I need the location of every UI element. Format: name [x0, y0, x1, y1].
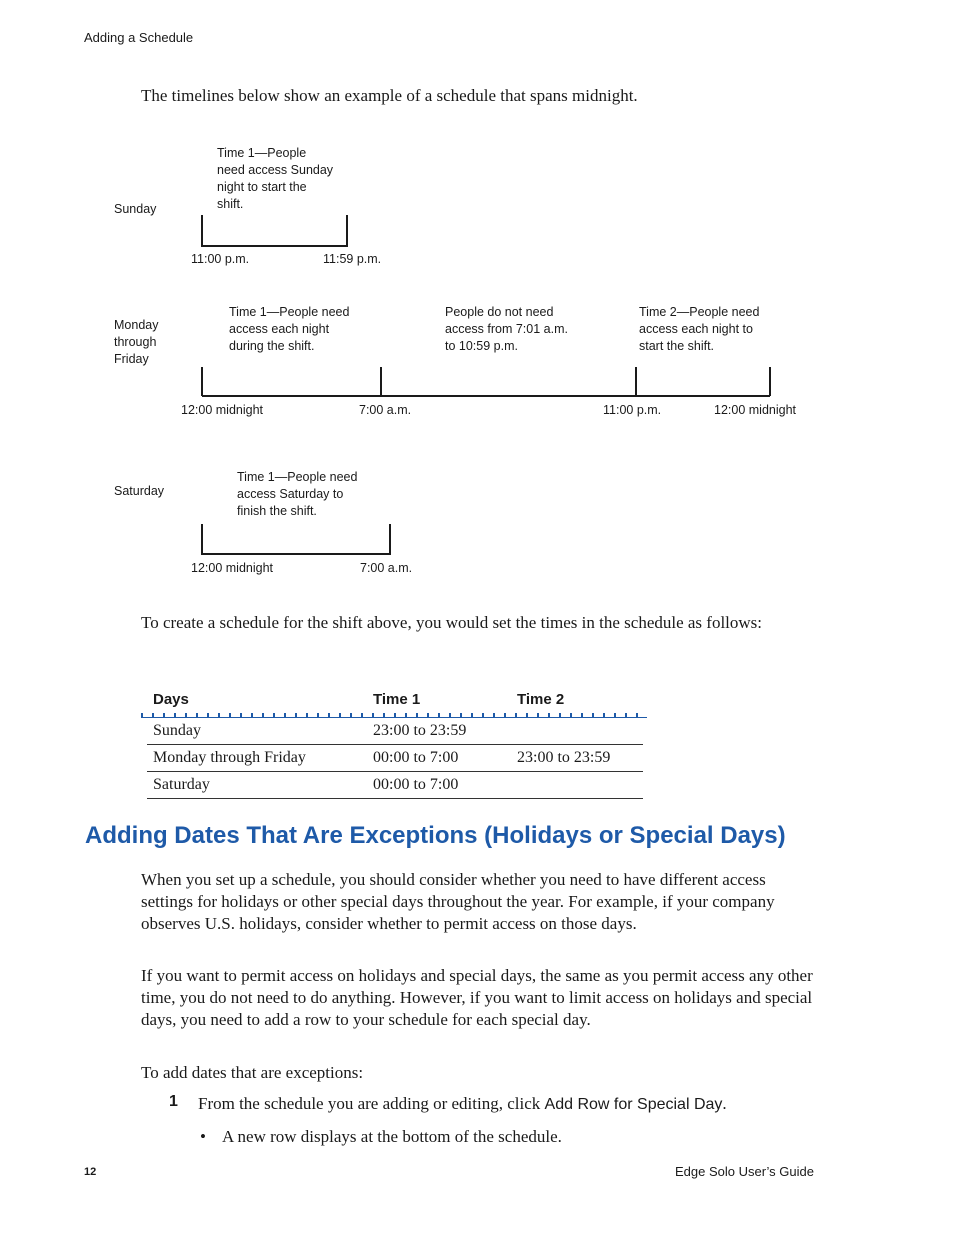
table-row — [147, 718, 643, 745]
ui-term-add-row: Add Row for Special Day — [544, 1096, 723, 1113]
page-number: 12 — [84, 1166, 97, 1178]
weekday-tick-label: 12:00 midnight — [181, 403, 264, 417]
bullet-item — [200, 1126, 562, 1148]
bullet-text: A new row displays at the bottom of the schedule. — [221, 1127, 562, 1146]
schedule-table — [147, 686, 643, 799]
saturday-timeline — [202, 524, 390, 554]
step-text — [198, 1093, 727, 1116]
table-header-cell: Days — [153, 691, 189, 708]
sunday-timeline — [202, 215, 347, 246]
saturday-tick-label: 7:00 a.m. — [360, 561, 413, 575]
table-cell: 23:00 to 23:59 — [373, 722, 467, 739]
after-diagram-paragraph: To create a schedule for the shift above, you would set the times in the schedule as follows: — [141, 613, 763, 632]
sunday-segment-label: Time 1—People need access Sunday night to start the shift. — [217, 146, 334, 211]
running-head: Adding a Schedule — [84, 30, 194, 45]
procedure-title: To add dates that are exceptions: — [141, 1063, 364, 1082]
saturday-segment-label: Time 1—People need access Saturday to finish the shift. — [237, 470, 358, 518]
weekday-segment-label: Time 2—People need access each night to start the shift. — [639, 305, 760, 353]
weekday-day-label: Monday through Friday — [114, 318, 159, 366]
table-cell: 00:00 to 7:00 — [373, 776, 459, 793]
table-cell: 00:00 to 7:00 — [373, 749, 459, 766]
table-row — [147, 772, 643, 799]
weekday-segment-label: People do not need access from 7:01 a.m. to 10:59 p.m. — [445, 305, 568, 353]
table-row — [147, 745, 643, 772]
body-paragraph: If you want to permit access on holidays and special days, the same as you permit access any other time, you do not need to do anything. However, if you want to limit access on holidays and special days, you need to add a row to your schedule for each special day. — [141, 966, 813, 1029]
weekday-tick-label: 7:00 a.m. — [359, 403, 412, 417]
table-header-cell: Time 2 — [517, 691, 565, 708]
sunday-day-label: Sunday — [114, 202, 157, 216]
table-cell: Monday through Friday — [153, 749, 306, 766]
section-heading: Adding Dates That Are Exceptions (Holidays or Special Days) — [85, 822, 786, 849]
table-cell: Sunday — [153, 722, 201, 739]
weekday-segment-label: Time 1—People need access each night during the shift. — [229, 305, 350, 353]
sunday-tick-label: 11:00 p.m. — [191, 252, 250, 266]
step-text-before: From the schedule you are adding or editing, click — [198, 1094, 545, 1113]
step-text-after: . — [722, 1094, 727, 1113]
weekday-tick-label: 11:00 p.m. — [603, 403, 662, 417]
step-number: 1 — [169, 1093, 178, 1110]
footer-doc-title: Edge Solo User’s Guide — [675, 1164, 814, 1179]
saturday-day-label: Saturday — [114, 484, 165, 498]
sunday-tick-label: 11:59 p.m. — [323, 252, 382, 266]
table-header-cell: Time 1 — [373, 691, 421, 708]
body-paragraph: When you set up a schedule, you should consider whether you need to have different access settings for holidays or other special days throughout the year. For example, if your company observes U.S. holidays, consider whether to permit access on those days. — [141, 870, 775, 933]
intro-paragraph: The timelines below show an example of a schedule that spans midnight. — [141, 86, 638, 105]
table-cell: 23:00 to 23:59 — [517, 749, 611, 766]
timeline-diagram — [0, 0, 954, 600]
table-cell: Saturday — [153, 776, 210, 793]
saturday-tick-label: 12:00 midnight — [191, 561, 274, 575]
weekday-tick-label: 12:00 midnight — [714, 403, 797, 417]
table-header-row — [147, 686, 643, 718]
bullet-icon: • — [200, 1127, 206, 1146]
